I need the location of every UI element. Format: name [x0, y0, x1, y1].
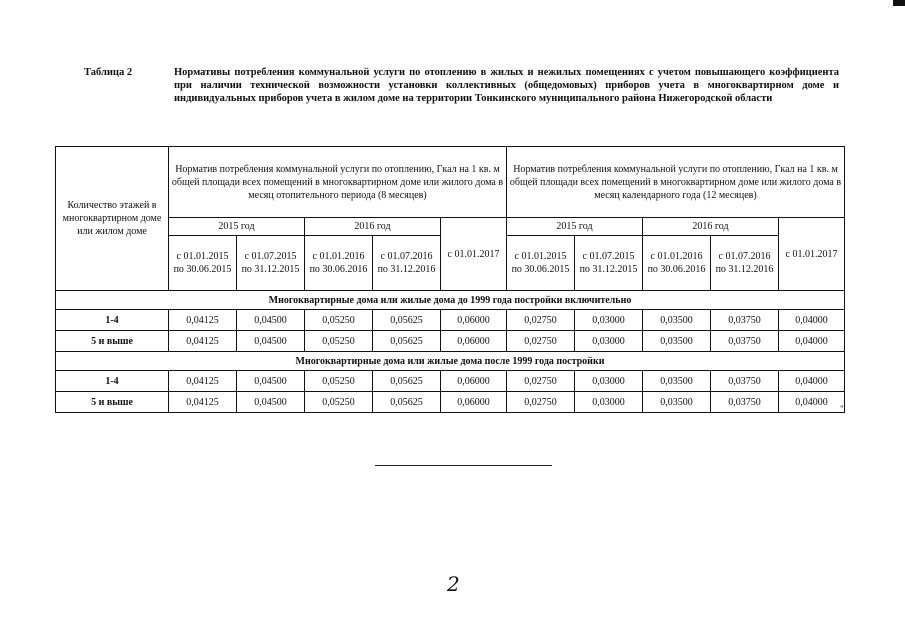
row-header: Количество этажей в многоквартирном доме или жилом доме	[56, 147, 169, 291]
floors-cell: 1-4	[56, 371, 169, 392]
section-title: Многоквартирные дома или жилые дома до 1999 года постройки включительно	[56, 291, 845, 310]
separator-line	[375, 465, 552, 466]
value-cell: 0,04000	[779, 392, 845, 413]
value-cell: 0,03500	[643, 371, 711, 392]
year-header: 2015 год	[507, 218, 643, 236]
table-title: Нормативы потребления коммунальной услуги по отоплению в жилых и нежилых помещениях с учетом повышающего коэффициента при наличии технической возможности установки коллективных (общедомовых) приборов учета в многоквартирном доме и индивидуальных приборов учета в жилом доме на территории Тонкинского муниципального района Нижегородской области	[174, 67, 839, 104]
period-header: с 01.07.2015 по 31.12.2015	[237, 236, 305, 291]
value-cell: 0,03500	[643, 331, 711, 352]
value-cell: 0,04125	[169, 371, 237, 392]
value-cell: 0,04500	[237, 371, 305, 392]
value-cell: 0,02750	[507, 392, 575, 413]
section-row	[56, 291, 845, 310]
floors-cell: 5 и выше	[56, 392, 169, 413]
value-cell: 0,05250	[305, 310, 373, 331]
value-cell: 0,05625	[373, 331, 441, 352]
value-cell: 0,03750	[711, 392, 779, 413]
value-cell: 0,04500	[237, 331, 305, 352]
value-cell: 0,03750	[711, 371, 779, 392]
value-cell: 0,03000	[575, 371, 643, 392]
year-header: 2016 год	[643, 218, 779, 236]
value-cell: 0,05625	[373, 310, 441, 331]
value-cell: 0,04500	[237, 392, 305, 413]
period-header: с 01.07.2016 по 31.12.2016	[373, 236, 441, 291]
value-cell: 0,04500	[237, 310, 305, 331]
group-header-heating-period: Норматив потребления коммунальной услуги по отоплению, Гкал на 1 кв. м общей площади всех помещений в многоквартирном доме или жилого дома в месяц отопительного периода (8 месяцев)	[169, 147, 507, 218]
section-row	[56, 352, 845, 371]
section-title: Многоквартирные дома или жилые дома после 1999 года постройки	[56, 352, 845, 371]
value-cell: 0,06000	[441, 371, 507, 392]
value-cell: 0,05625	[373, 392, 441, 413]
value-cell: 0,04000	[779, 371, 845, 392]
page-number: 2	[447, 572, 460, 596]
period-header: с 01.01.2016 по 30.06.2016	[305, 236, 373, 291]
value-cell: 0,02750	[507, 331, 575, 352]
table-row	[56, 310, 845, 331]
group-header-calendar-year: Норматив потребления коммунальной услуги по отоплению, Гкал на 1 кв. м общей площади всех помещений в многоквартирном доме или жилого дома в месяц календарного года (12 месяцев)	[507, 147, 845, 218]
value-cell: 0,05250	[305, 392, 373, 413]
year-header: 2015 год	[169, 218, 305, 236]
value-cell: 0,03500	[643, 392, 711, 413]
table-label: Таблица 2	[84, 67, 133, 78]
norms-table	[55, 146, 845, 413]
value-cell: 0,04125	[169, 392, 237, 413]
closing-quote: "	[840, 404, 844, 414]
value-cell: 0,03750	[711, 310, 779, 331]
scan-corner-mark	[893, 0, 905, 6]
period-header: с 01.07.2016 по 31.12.2016	[711, 236, 779, 291]
period-header: с 01.01.2015 по 30.06.2015	[507, 236, 575, 291]
value-cell: 0,05250	[305, 371, 373, 392]
value-cell: 0,06000	[441, 331, 507, 352]
value-cell: 0,06000	[441, 392, 507, 413]
period-header: с 01.01.2017	[441, 218, 507, 291]
floors-cell: 1-4	[56, 310, 169, 331]
period-header: с 01.01.2017	[779, 218, 845, 291]
value-cell: 0,05625	[373, 371, 441, 392]
value-cell: 0,03000	[575, 331, 643, 352]
value-cell: 0,06000	[441, 310, 507, 331]
value-cell: 0,03750	[711, 331, 779, 352]
period-header: с 01.07.2015 по 31.12.2015	[575, 236, 643, 291]
table-row	[56, 371, 845, 392]
value-cell: 0,05250	[305, 331, 373, 352]
table-row	[56, 331, 845, 352]
value-cell: 0,03000	[575, 392, 643, 413]
value-cell: 0,04125	[169, 310, 237, 331]
value-cell: 0,02750	[507, 371, 575, 392]
year-header: 2016 год	[305, 218, 441, 236]
value-cell: 0,03500	[643, 310, 711, 331]
period-header: с 01.01.2015 по 30.06.2015	[169, 236, 237, 291]
table-row	[56, 392, 845, 413]
value-cell: 0,04000	[779, 331, 845, 352]
value-cell: 0,04125	[169, 331, 237, 352]
value-cell: 0,03000	[575, 310, 643, 331]
value-cell: 0,04000	[779, 310, 845, 331]
value-cell: 0,02750	[507, 310, 575, 331]
period-header: с 01.01.2016 по 30.06.2016	[643, 236, 711, 291]
floors-cell: 5 и выше	[56, 331, 169, 352]
table-caption	[84, 66, 839, 105]
